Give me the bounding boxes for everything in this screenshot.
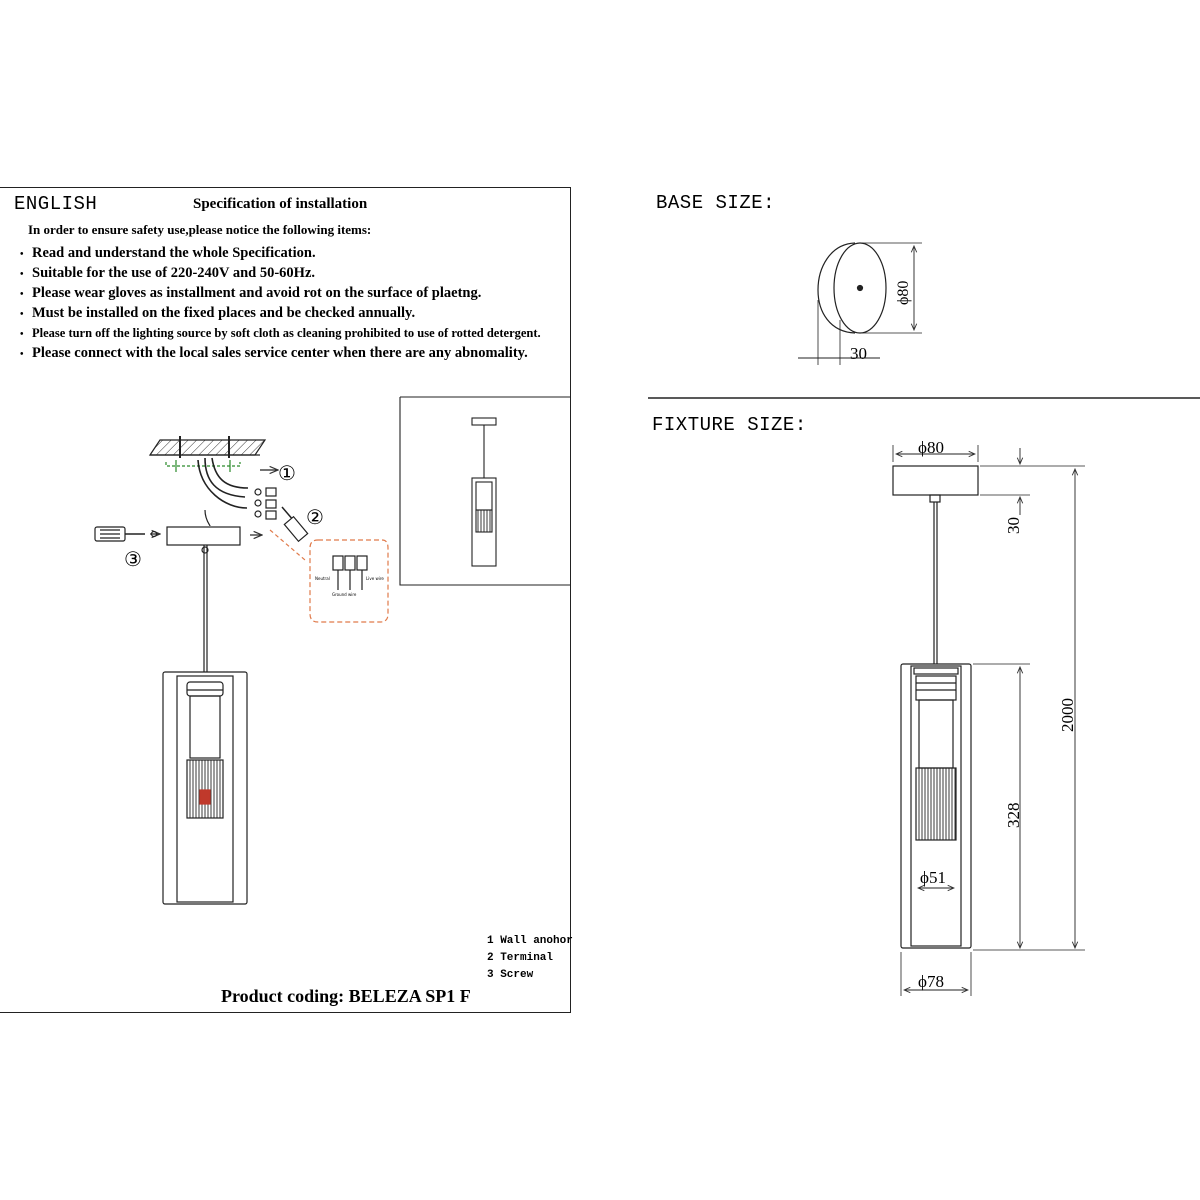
step-marker-1: ① (278, 461, 296, 485)
legend-item: 2 Terminal (487, 952, 554, 964)
terminal-label-neutral: Neutral (315, 576, 330, 581)
inner-diameter-dim: ϕ51 (920, 868, 946, 887)
product-coding: Product coding: BELEZA SP1 F (221, 986, 471, 1006)
legend-item: 3 Screw (487, 969, 534, 981)
canopy-diameter-dim: ϕ80 (918, 438, 944, 457)
instruction-item: • Please wear gloves as installment and avoid rot on the surface of plaetng. (20, 283, 541, 303)
language-label: ENGLISH (14, 193, 98, 215)
terminal-label-live: Live wire (366, 576, 384, 581)
shade-height-dim: 328 (1004, 802, 1023, 828)
fixture-size-label: FIXTURE SIZE: (652, 414, 807, 436)
instruction-item: • Read and understand the whole Specification. (20, 243, 541, 263)
parts-legend (487, 933, 573, 984)
instruction-item: • Please connect with the local sales service center when there are any abnomality. (20, 343, 541, 363)
intro-text: In order to ensure safety use,please notice the following items: (28, 222, 372, 237)
overview-inset (400, 397, 571, 585)
total-height-dim: 2000 (1058, 698, 1077, 732)
instruction-item: • Suitable for the use of 220-240V and 50-60Hz. (20, 263, 541, 283)
base-height-dim: 30 (850, 344, 867, 363)
installation-diagram (95, 436, 388, 904)
step-marker-2: ② (306, 505, 324, 529)
spec-title: Specification of installation (193, 196, 368, 212)
instruction-item: • Must be installed on the fixed places and be checked annually. (20, 303, 541, 323)
step-marker-3: ③ (124, 547, 142, 571)
fixture-drawing (893, 445, 1085, 996)
instruction-item: • Please turn off the lighting source by soft cloth as cleaning prohibited to use of rotted detergent. (20, 323, 541, 343)
base-size-label: BASE SIZE: (656, 192, 776, 214)
canopy-height-dim: 30 (1004, 517, 1023, 534)
legend-item: 1 Wall anohor (487, 935, 573, 947)
base-drawing (648, 243, 1200, 398)
base-diameter-dim: ϕ80 (895, 280, 912, 305)
terminal-label-ground: Ground wire (332, 592, 357, 597)
shade-diameter-dim: ϕ78 (918, 972, 944, 991)
